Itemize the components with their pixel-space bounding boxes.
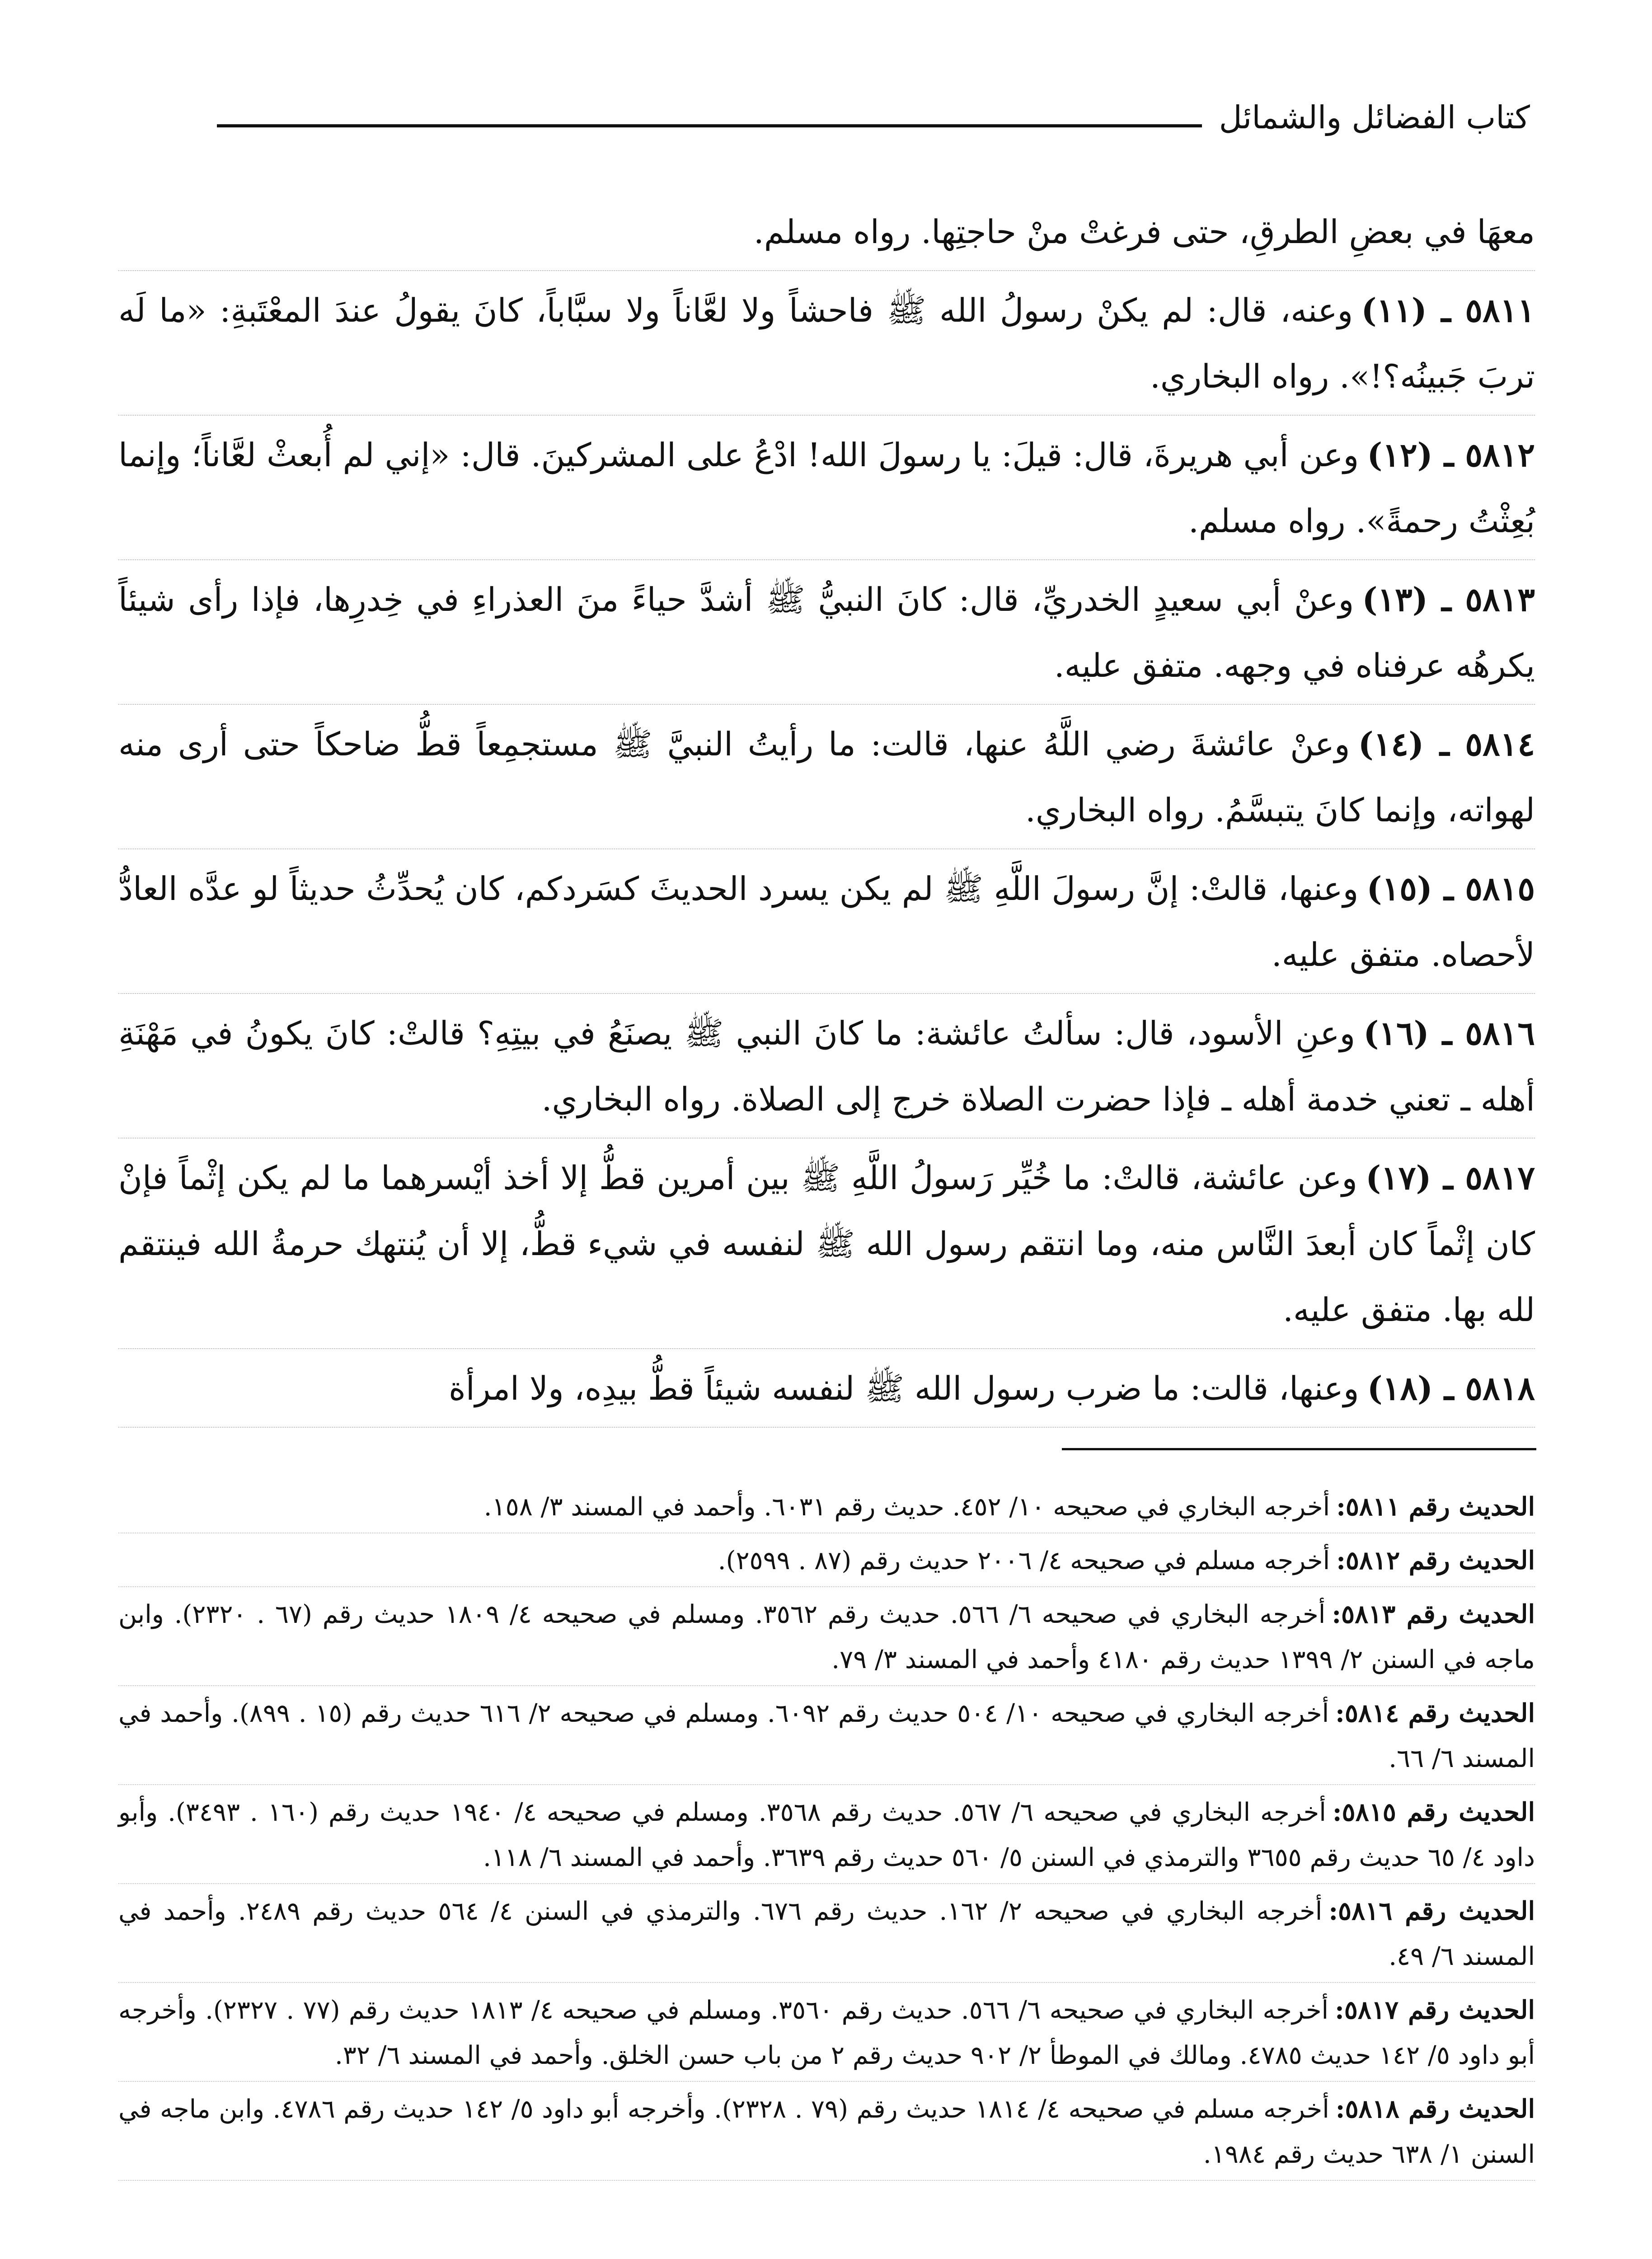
footnote-label: الحديث رقم ٥٨١٥: xyxy=(1332,1797,1535,1827)
footnote xyxy=(118,1538,1535,1587)
hadith-number: ٥٨١٨ ـ (١٨) xyxy=(1367,1369,1535,1407)
footnote-label: الحديث رقم ٥٨١٣: xyxy=(1332,1599,1535,1629)
footnote-text: أخرجه البخاري في صحيحه ٦/ ٥٦٦. حديث رقم ٣٥٦٠. ومسلم في صحيحه ٤/ ١٨١٣ حديث رقم (٧٧ . ٢٣٢٧). وأخرجه أبو داود ٥/ ١٤٢ حديث ٤٧٨٥. ومالك في الموطأ ٢/ ٩٠٢ حديث رقم ٢ من باب حسن الخلق. وأحمد في المسند ٦/ ٣٢. xyxy=(118,1996,1535,2070)
footnote-text: أخرجه البخاري في صحيحه ٢/ ١٦٢. حديث رقم ٦٧٦. والترمذي في السنن ٤/ ٥٦٤ حديث رقم ٢٤٨٩. وأحمد في المسند ٦/ ٤٩. xyxy=(118,1897,1535,1971)
footnote-label: الحديث رقم ٥٨١٦: xyxy=(1328,1896,1535,1926)
hadith-text: معهَا في بعضِ الطرقِ، حتى فرغتْ منْ حاجتِها. رواه مسلم. xyxy=(753,213,1535,251)
footnote-text: أخرجه البخاري في صحيحه ٦/ ٥٦٦. حديث رقم ٣٥٦٢. ومسلم في صحيحه ٤/ ١٨٠٩ حديث رقم (٦٧ . ٢٣٢٠). وابن ماجه في السنن ٢/ ١٣٩٩ حديث رقم ٤١٨٠ وأحمد في المسند ٣/ ٧٩. xyxy=(118,1600,1535,1674)
hadith-paragraph xyxy=(118,567,1535,705)
footnote xyxy=(118,1691,1535,1785)
hadith-text: وعن أبي هريرةَ، قال: قيلَ: يا رسولَ الله! ادْعُ على المشركينَ. قال: «إني لم أُبعثْ لعَّاناً؛ وإنما بُعِثْتُ رحمةً». رواه مسلم. xyxy=(118,436,1535,540)
footnote-text: أخرجه البخاري في صحيحه ٦/ ٥٦٧. حديث رقم ٣٥٦٨. ومسلم في صحيحه ٤/ ١٩٤٠ حديث رقم (١٦٠ . ٣٤٩٣). وأبو داود ٤/ ٦٥ حديث رقم ٣٦٥٥ والترمذي في السنن ٥/ ٥٦٠ حديث رقم ٣٦٣٩. وأحمد في المسند ٦/ ١١٨. xyxy=(118,1798,1535,1872)
running-header-title: كتاب الفضائل والشمائل xyxy=(1219,99,1530,136)
footnotes-section xyxy=(118,1484,1535,2185)
footnote-label: الحديث رقم ٥٨١٨: xyxy=(1335,2094,1535,2124)
hadith-number: ٥٨١١ ـ (١١) xyxy=(1361,291,1535,329)
hadith-paragraph xyxy=(118,1145,1535,1349)
hadith-paragraph xyxy=(118,1355,1535,1428)
hadith-paragraph-continuation xyxy=(118,199,1535,271)
hadith-paragraph xyxy=(118,856,1535,994)
footnote-text: أخرجه مسلم في صحيحه ٤/ ٢٠٠٦ حديث رقم (٨٧ . ٢٥٩٩). xyxy=(718,1546,1330,1575)
hadith-text: وعنْ أبي سعيدٍ الخدريِّ، قال: كانَ النبيُّ ﷺ أشدَّ حياءً منَ العذراءِ في خِدرِها، فإذا رأى شيئاً يكرهُه عرفناه في وجهه. متفق عليه. xyxy=(118,581,1535,684)
hadith-number: ٥٨١٣ ـ (١٣) xyxy=(1362,580,1535,619)
hadith-text: وعن عائشة، قالتْ: ما خُيِّر رَسولُ اللَّهِ ﷺ بين أمرين قطُّ إلا أخذ أيْسرهما ما لم يكن إثْماً فإنْ كان إثْماً كان أبعدَ النَّاس منه، وما انتقم رسول الله ﷺ لنفسه في شيء قطُّ، إلا أن يُنتهك حرمةُ الله فينتقم لله بها. متفق عليه. xyxy=(118,1159,1535,1329)
hadith-number: ٥٨١٥ ـ (١٥) xyxy=(1366,869,1535,908)
hadith-paragraph xyxy=(118,1000,1535,1139)
footnote xyxy=(118,1790,1535,1884)
hadith-text: وعنه، قال: لم يكنْ رسولُ الله ﷺ فاحشاً ولا لعَّاناً ولا سبَّاباً، كانَ يقولُ عندَ المعْتَبةِ: «ما لَه تربَ جَبينُه؟!». رواه البخاري. xyxy=(118,291,1535,395)
footnote xyxy=(118,1889,1535,1983)
hadith-text: وعنِ الأسود، قال: سألتُ عائشة: ما كانَ النبي ﷺ يصنَعُ في بيتِهِ؟ قالتْ: كانَ يكونُ في مَهْنَةِ أهله ـ تعني خدمة أهله ـ فإذا حضرت الصلاة خرج إلى الصلاة. رواه البخاري. xyxy=(118,1014,1535,1118)
hadith-paragraph xyxy=(118,277,1535,416)
hadith-number: ٥٨١٦ ـ (١٦) xyxy=(1363,1014,1535,1052)
hadith-text: وعنْ عائشةَ رضي اللَّهُ عنها، قالت: ما رأيتُ النبيَّ ﷺ مستجمِعاً قطُّ ضاحكاً حتى أرى منه لهواته، وإنما كانَ يتبسَّمُ. رواه البخاري. xyxy=(118,725,1535,829)
footnote-label: الحديث رقم ٥٨١١: xyxy=(1336,1492,1535,1522)
hadith-number: ٥٨١٧ ـ (١٧) xyxy=(1366,1158,1535,1197)
footnote-text: أخرجه مسلم في صحيحه ٤/ ١٨١٤ حديث رقم (٧٩ . ٢٣٢٨). وأخرجه أبو داود ٥/ ١٤٢ حديث رقم ٤٧٨٦. وابن ماجه في السنن ١/ ٦٣٨ حديث رقم ١٩٨٤. xyxy=(118,2095,1535,2169)
footnote xyxy=(118,1987,1535,2082)
footnote-label: الحديث رقم ٥٨١٤: xyxy=(1335,1698,1535,1728)
footnote xyxy=(118,1484,1535,1533)
hadith-paragraph xyxy=(118,422,1535,560)
footnote xyxy=(118,1592,1535,1686)
footnote-separator xyxy=(1062,1448,1536,1450)
hadith-text: وعنها، قالتْ: إنَّ رسولَ اللَّهِ ﷺ لم يكن يسرد الحديثَ كسَردكم، كان يُحدِّثُ حديثاً لو عدَّه العادُّ لأحصاه. متفق عليه. xyxy=(118,870,1535,974)
hadith-number: ٥٨١٢ ـ (١٢) xyxy=(1367,436,1535,474)
footnote-text: أخرجه البخاري في صحيحه ١٠/ ٤٥٢. حديث رقم ٦٠٣١. وأحمد في المسند ٣/ ١٥٨. xyxy=(483,1492,1330,1522)
hadith-paragraph xyxy=(118,711,1535,849)
footnote-text: أخرجه البخاري في صحيحه ١٠/ ٥٠٤ حديث رقم ٦٠٩٢. ومسلم في صحيحه ٢/ ٦١٦ حديث رقم (١٥ . ٨٩٩). وأحمد في المسند ٦/ ٦٦. xyxy=(118,1699,1535,1773)
footnote-label: الحديث رقم ٥٨١٧: xyxy=(1335,1995,1535,2025)
hadith-number: ٥٨١٤ ـ (١٤) xyxy=(1358,725,1535,763)
hadith-body xyxy=(118,199,1535,1434)
hadith-text: وعنها، قالت: ما ضرب رسول الله ﷺ لنفسه شيئاً قطُّ بيدِه، ولا امرأة xyxy=(449,1369,1359,1407)
footnote xyxy=(118,2086,1535,2181)
footnote-label: الحديث رقم ٥٨١٢: xyxy=(1336,1546,1535,1575)
header-rule xyxy=(217,124,1202,127)
